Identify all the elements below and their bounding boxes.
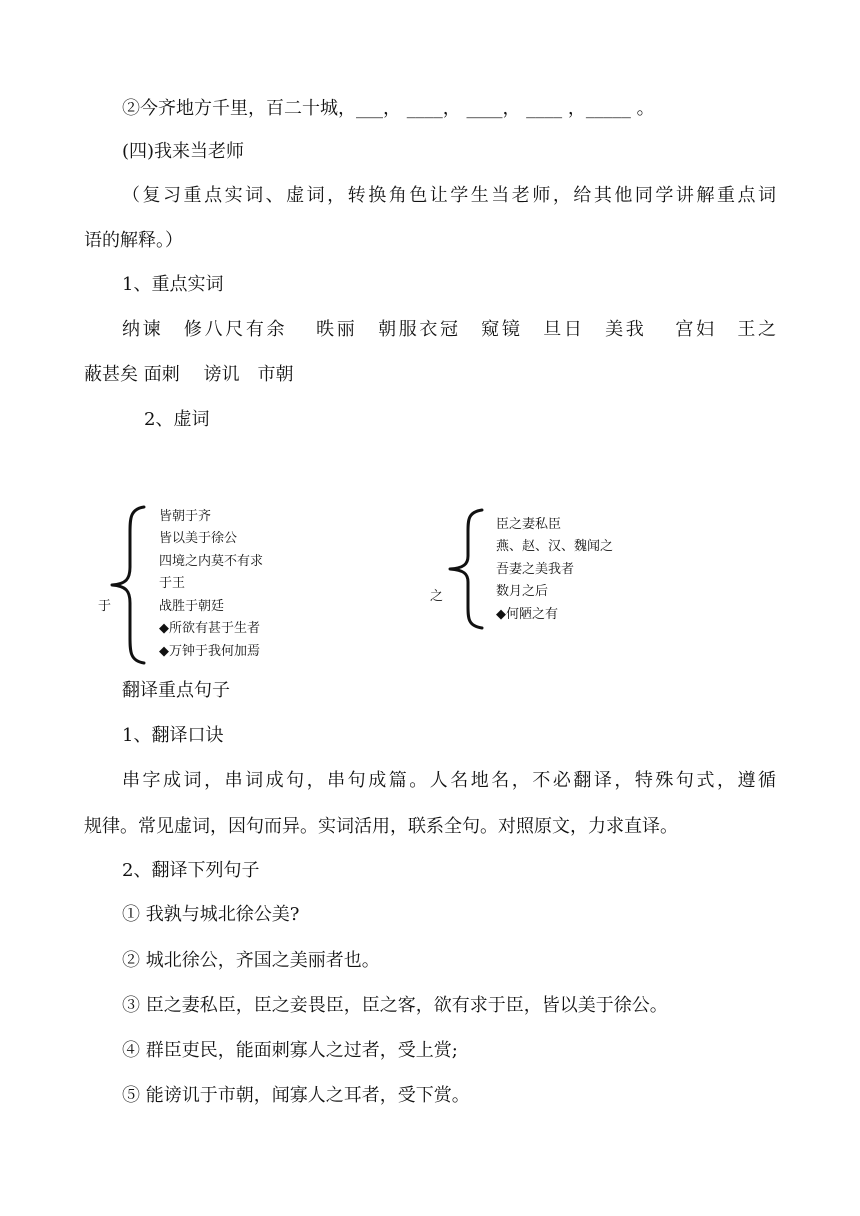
formula-title: 1、翻译口诀 <box>122 725 224 746</box>
list-item: 数月之后 <box>496 584 549 599</box>
list-item: 皆以美于徐公 <box>159 531 238 546</box>
sentence-item: ④ 群臣吏民，能面刺寡人之过者，受上赏; <box>122 1040 458 1061</box>
list-item: ◆何陋之有 <box>496 607 558 622</box>
sentence-item: ① 我孰与城北徐公美? <box>122 904 300 925</box>
sentence-item: ② 城北徐公，齐国之美丽者也。 <box>122 950 380 971</box>
list-item: 燕、赵、汉、魏闻之 <box>496 539 614 554</box>
zhi-brace <box>446 506 486 632</box>
list-item: ◆所欲有甚于生者 <box>159 621 260 636</box>
list-item: 皆朝于齐 <box>159 509 212 524</box>
section-four-title: (四)我来当老师 <box>122 141 245 162</box>
yu-label: 于 <box>98 599 112 614</box>
list-item: 吾妻之美我者 <box>496 562 575 577</box>
formula-line-1: 串字成词，串词成句，串句成篇。人名地名，不必翻译，特殊句式，遵循 <box>122 770 776 791</box>
list-item: 臣之妻私臣 <box>496 517 562 532</box>
list-item: 战胜于朝廷 <box>159 599 225 614</box>
notional-words-line-1: 纳谏 修八尺有余 昳丽 朝服衣冠 窥镜 旦日 美我 宫妇 王之 <box>122 319 776 340</box>
translate-section-title: 翻译重点句子 <box>122 680 230 701</box>
list-item: 于王 <box>159 576 186 591</box>
notional-words-line-2: 蔽甚矣 面刺 谤讥 市朝 <box>84 364 294 385</box>
notional-words-title: 1、重点实词 <box>122 274 224 295</box>
sentences-title: 2、翻译下列句子 <box>122 860 260 881</box>
formula-line-2: 规律。常见虚词，因句而异。实词活用，联系全句。对照原文，力求直译。 <box>84 816 678 837</box>
list-item: ◆万钟于我何加焉 <box>159 644 260 659</box>
function-words-title: 2、虚词 <box>144 409 210 430</box>
sentence-item: ③ 臣之妻私臣，臣之妾畏臣，臣之客，欲有求于臣，皆以美于徐公。 <box>122 995 668 1016</box>
sentence-item: ⑤ 能谤讥于市朝，闻寡人之耳者，受下赏。 <box>122 1085 470 1106</box>
zhi-label: 之 <box>430 589 444 604</box>
instruction-line-1: （复习重点实词、虚词，转换角色让学生当老师，给其他同学讲解重点词 <box>122 185 776 206</box>
yu-brace <box>108 503 148 667</box>
list-item: 四境之内莫不有求 <box>159 554 264 569</box>
fill-blank-question: ②今齐地方千里，百二十城，___， ____， ____， ____ ，_____ 。 <box>122 98 655 119</box>
instruction-line-2: 语的解释。） <box>84 230 183 251</box>
